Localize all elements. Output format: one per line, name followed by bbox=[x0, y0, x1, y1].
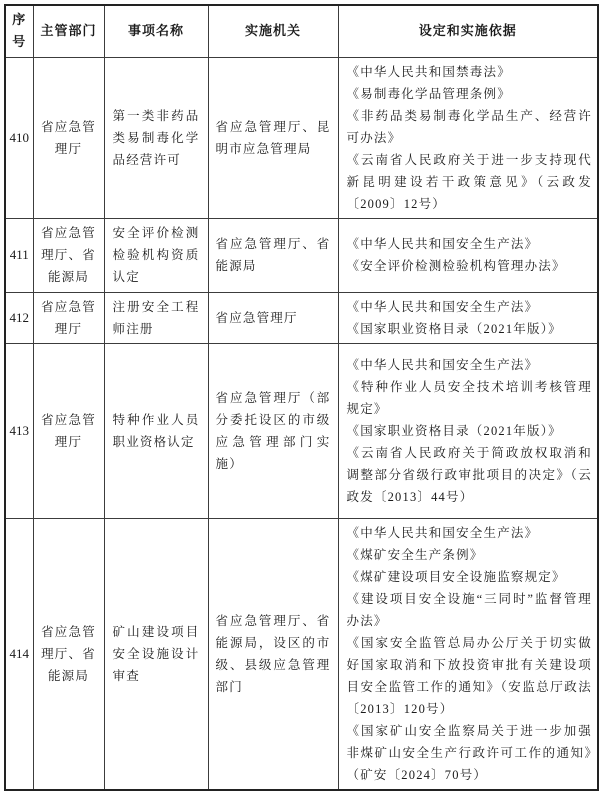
cell-item-name: 矿山建设项目安全设施设计审查 bbox=[104, 518, 208, 790]
basis-entry: 《国家安全监管总局办公厅关于切实做好国家取消和下放投资审批有关建设项目安全监管工作的通知》（安监总厅政法〔2013〕120号） bbox=[346, 635, 592, 716]
basis-entry: 《国家职业资格目录（2021年版）》 bbox=[346, 423, 562, 438]
cell-item-name: 第一类非药品类易制毒化学品经营许可 bbox=[104, 57, 208, 218]
col-header-basis: 设定和实施依据 bbox=[338, 5, 598, 57]
col-header-implementing-agency: 实施机关 bbox=[208, 5, 338, 57]
basis-entry: 《中华人民共和国安全生产法》 bbox=[346, 237, 539, 251]
cell-basis bbox=[338, 292, 598, 343]
cell-department: 省应急管理厅、省能源局 bbox=[33, 218, 104, 292]
basis-entry: 《国家职业资格目录（2021年版）》 bbox=[346, 321, 562, 336]
basis-entry: 《中华人民共和国安全生产法》 bbox=[346, 299, 539, 314]
cell-serial-number: 410 bbox=[5, 57, 33, 218]
cell-department: 省应急管理厅 bbox=[33, 57, 104, 218]
cell-basis bbox=[338, 218, 598, 292]
col-header-department: 主管部门 bbox=[33, 5, 104, 57]
cell-department: 省应急管理厅、省能源局 bbox=[33, 518, 104, 790]
basis-entry: 《中华人民共和国禁毒法》 bbox=[346, 64, 511, 79]
cell-department: 省应急管理厅 bbox=[33, 343, 104, 518]
cell-implementing-agency: 省应急管理厅、省能源局，设区的市级、县级应急管理部门 bbox=[208, 518, 338, 790]
basis-entry: 《安全评价检测检验机构管理办法》 bbox=[346, 259, 566, 273]
col-header-serial-number: 序号 bbox=[5, 5, 33, 57]
cell-item-name: 特种作业人员职业资格认定 bbox=[104, 343, 208, 518]
cell-basis bbox=[338, 518, 598, 790]
basis-entry: 《国家矿山安全监察局关于进一步加强非煤矿山安全生产行政许可工作的通知》（矿安〔2024〕70号） bbox=[346, 723, 592, 782]
cell-implementing-agency: 省应急管理厅 bbox=[208, 292, 338, 343]
col-header-item-name: 事项名称 bbox=[104, 5, 208, 57]
basis-entry: 《易制毒化学品管理条例》 bbox=[346, 86, 511, 101]
cell-implementing-agency: 省应急管理厅（部分委托设区的市级应急管理部门实施） bbox=[208, 343, 338, 518]
table-row-414 bbox=[5, 518, 598, 790]
admin-approval-items-table bbox=[4, 4, 599, 791]
basis-entry: 《煤矿安全生产条例》 bbox=[346, 547, 484, 562]
cell-serial-number: 412 bbox=[5, 292, 33, 343]
cell-item-name: 安全评价检测检验机构资质认定 bbox=[104, 218, 208, 292]
cell-implementing-agency: 省应急管理厅、昆明市应急管理局 bbox=[208, 57, 338, 218]
cell-item-name: 注册安全工程师注册 bbox=[104, 292, 208, 343]
basis-entry: 《云南省人民政府关于简政放权取消和调整部分省级行政审批项目的决定》（云政发〔2013〕44号） bbox=[346, 445, 592, 504]
cell-basis bbox=[338, 57, 598, 218]
basis-entry: 《中华人民共和国安全生产法》 bbox=[346, 357, 539, 372]
table-row-410 bbox=[5, 57, 598, 218]
cell-basis bbox=[338, 343, 598, 518]
basis-entry: 《非药品类易制毒化学品生产、经营许可办法》 bbox=[346, 108, 592, 145]
cell-serial-number: 413 bbox=[5, 343, 33, 518]
basis-entry: 《中华人民共和国安全生产法》 bbox=[346, 525, 539, 540]
basis-entry: 《特种作业人员安全技术培训考核管理规定》 bbox=[346, 379, 592, 416]
cell-serial-number: 414 bbox=[5, 518, 33, 790]
cell-implementing-agency: 省应急管理厅、省能源局 bbox=[208, 218, 338, 292]
table-row-413 bbox=[5, 343, 598, 518]
cell-department: 省应急管理厅 bbox=[33, 292, 104, 343]
basis-entry: 《煤矿建设项目安全设施监察规定》 bbox=[346, 569, 566, 584]
header-row bbox=[5, 5, 598, 57]
table-row-411 bbox=[5, 218, 598, 292]
basis-entry: 《云南省人民政府关于进一步支持现代新昆明建设若干政策意见》（云政发〔2009〕12号） bbox=[346, 152, 592, 211]
cell-serial-number: 411 bbox=[5, 218, 33, 292]
basis-entry: 《建设项目安全设施“三同时”监督管理办法》 bbox=[346, 591, 592, 628]
table-row-412 bbox=[5, 292, 598, 343]
